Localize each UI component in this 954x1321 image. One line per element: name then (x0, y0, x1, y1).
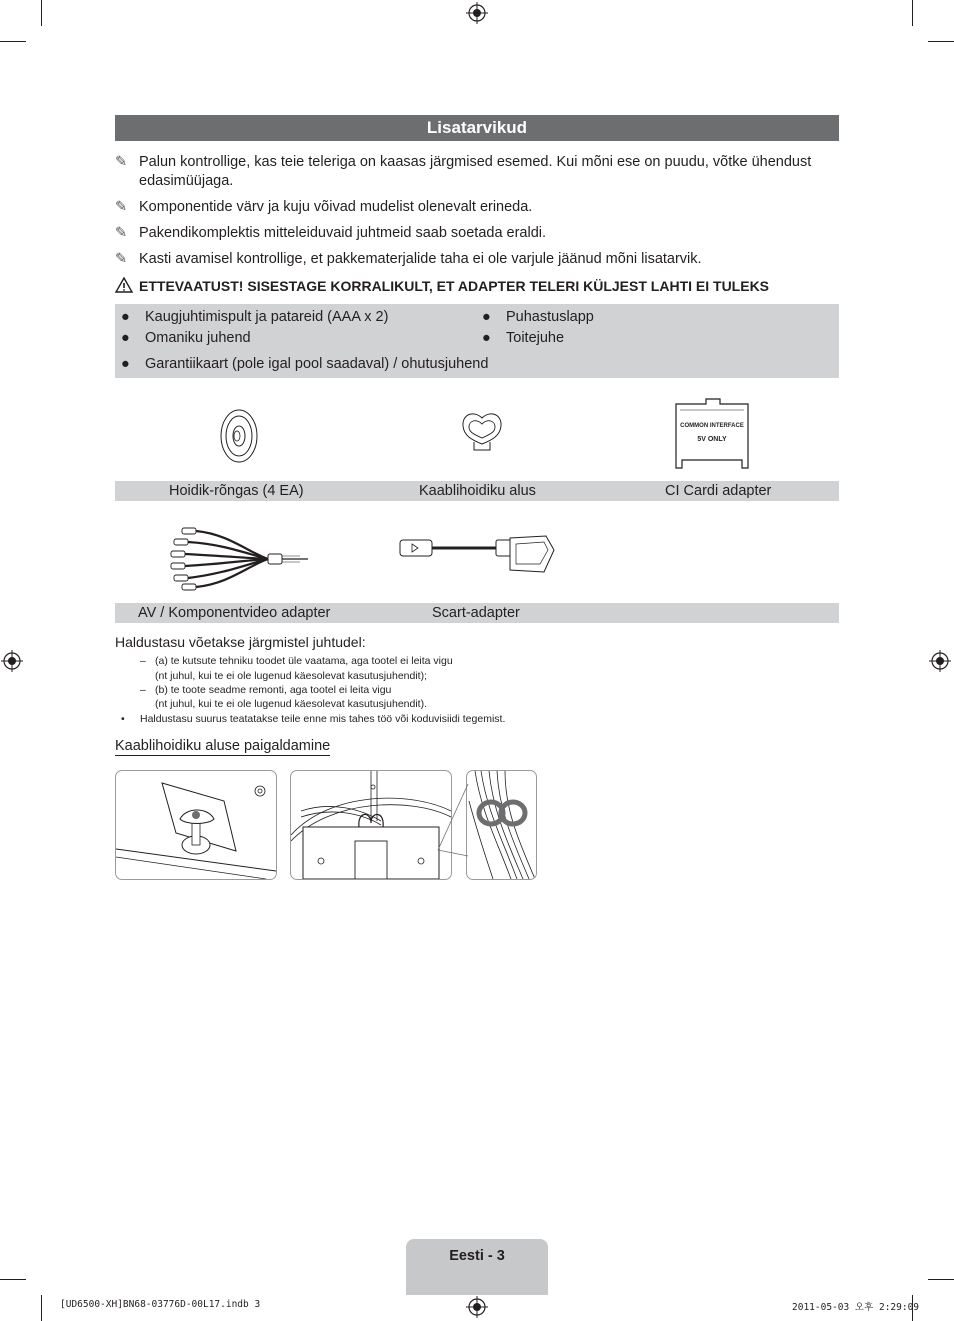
crop-mark (41, 1295, 42, 1321)
registration-mark-icon (929, 650, 951, 672)
pencil-icon: ✎ (115, 199, 128, 215)
av-component-adapter-image (168, 524, 310, 592)
accessory-item: ● Kaugjuhtimispult ja patareid (AAA x 2) (121, 309, 389, 325)
footer-timestamp: 2011-05-03 오후 2:29:09 (792, 1302, 920, 1313)
pencil-icon: ✎ (115, 225, 128, 241)
accessory-item: ● Puhastuslapp (482, 309, 594, 325)
install-step-1-image (115, 770, 277, 880)
ci-card-adapter-image (672, 396, 752, 470)
section-title: Lisatarvikud (115, 115, 839, 141)
callout-lines (436, 780, 470, 860)
warning-line: ETTEVAATUST! SISESTAGE KORRALIKULT, ET ADAPTER TELERI KÜLJEST LAHTI EI TULEKS (115, 277, 839, 294)
item-label: CI Cardi adapter (665, 483, 772, 499)
item-label: Kaablihoidiku alus (419, 483, 536, 499)
fee-dash: – (140, 684, 146, 696)
accessory-item: ● Toitejuhe (482, 330, 565, 346)
note-item: ✎ Pakendikomplektis mitteleiduvaid juhtmeid saab soetada eraldi. (115, 225, 547, 241)
page-number: Eesti - 3 (449, 1248, 505, 1264)
registration-mark-icon (1, 650, 23, 672)
footer-file-info: [UD6500-XH]BN68-03776D-00L17.indb 3 (60, 1299, 261, 1310)
pencil-icon: ✎ (115, 251, 128, 267)
item-label: AV / Komponentvideo adapter (138, 605, 331, 621)
note-item: ✎ Palun kontrollige, kas teie teleriga on kaasas järgmised esemed. Kui mõni ese on puudu, võtke ühendust (115, 154, 812, 170)
fee-dash: – (140, 655, 146, 667)
fee-note: Haldustasu suurus teatatakse teile enne mis tahes töö või koduvisiidi tegemist. (140, 713, 506, 725)
crop-mark (41, 0, 42, 26)
crop-mark (912, 0, 913, 26)
install-step-2-image (290, 770, 452, 880)
accessory-item: ● Garantiikaart (pole igal pool saadaval) / ohutusjuhend (121, 356, 489, 372)
install-heading: Kaablihoidiku aluse paigaldamine (115, 738, 331, 754)
scart-adapter-image (398, 530, 556, 578)
accessory-item: ● Omaniku juhend (121, 330, 251, 346)
warning-triangle-icon (115, 277, 133, 293)
cable-holder-image (458, 410, 506, 454)
holder-ring-image (218, 408, 260, 464)
item-label: Hoidik-rõngas (4 EA) (169, 483, 304, 499)
install-step-3-image (466, 770, 537, 880)
ci-adapter-label-2: 5V ONLY (697, 436, 727, 443)
crop-mark (928, 1279, 954, 1280)
fee-case-a: (a) te kutsute tehniku toodet üle vaatama, aga tootel ei leita vigu (155, 655, 453, 667)
item-label: Scart-adapter (432, 605, 520, 621)
note-item: ✎ Komponentide värv ja kuju võivad mudelist olenevalt erineda. (115, 199, 533, 215)
pencil-icon: ✎ (115, 154, 128, 170)
ci-adapter-label-1: COMMON INTERFACE (680, 423, 744, 429)
fee-case-b: (b) te toote seadme remonti, aga tootel ei leita vigu (155, 684, 392, 696)
accessories-box (115, 304, 839, 378)
registration-mark-icon (466, 2, 488, 24)
page-number-tab (406, 1239, 548, 1295)
item-labels-row-2 (115, 603, 839, 623)
fee-case-a-note: (nt juhul, kui te ei ole lugenud käesolevat kasutusjuhendit); (155, 670, 428, 682)
note-continuation: edasimüüjaga. (139, 173, 234, 189)
fee-heading: Haldustasu võetakse järgmistel juhtudel: (115, 634, 366, 650)
registration-mark-icon (466, 1296, 488, 1318)
item-labels-row-1 (115, 481, 839, 501)
crop-mark (0, 41, 26, 42)
fee-case-b-note: (nt juhul, kui te ei ole lugenud käesolevat kasutusjuhendit). (155, 698, 428, 710)
crop-mark (0, 1279, 26, 1280)
fee-bullet: • (121, 713, 125, 725)
note-item: ✎ Kasti avamisel kontrollige, et pakkematerjalide taha ei ole varjule jäänud mõni lisatarvik. (115, 251, 702, 267)
crop-mark (928, 41, 954, 42)
